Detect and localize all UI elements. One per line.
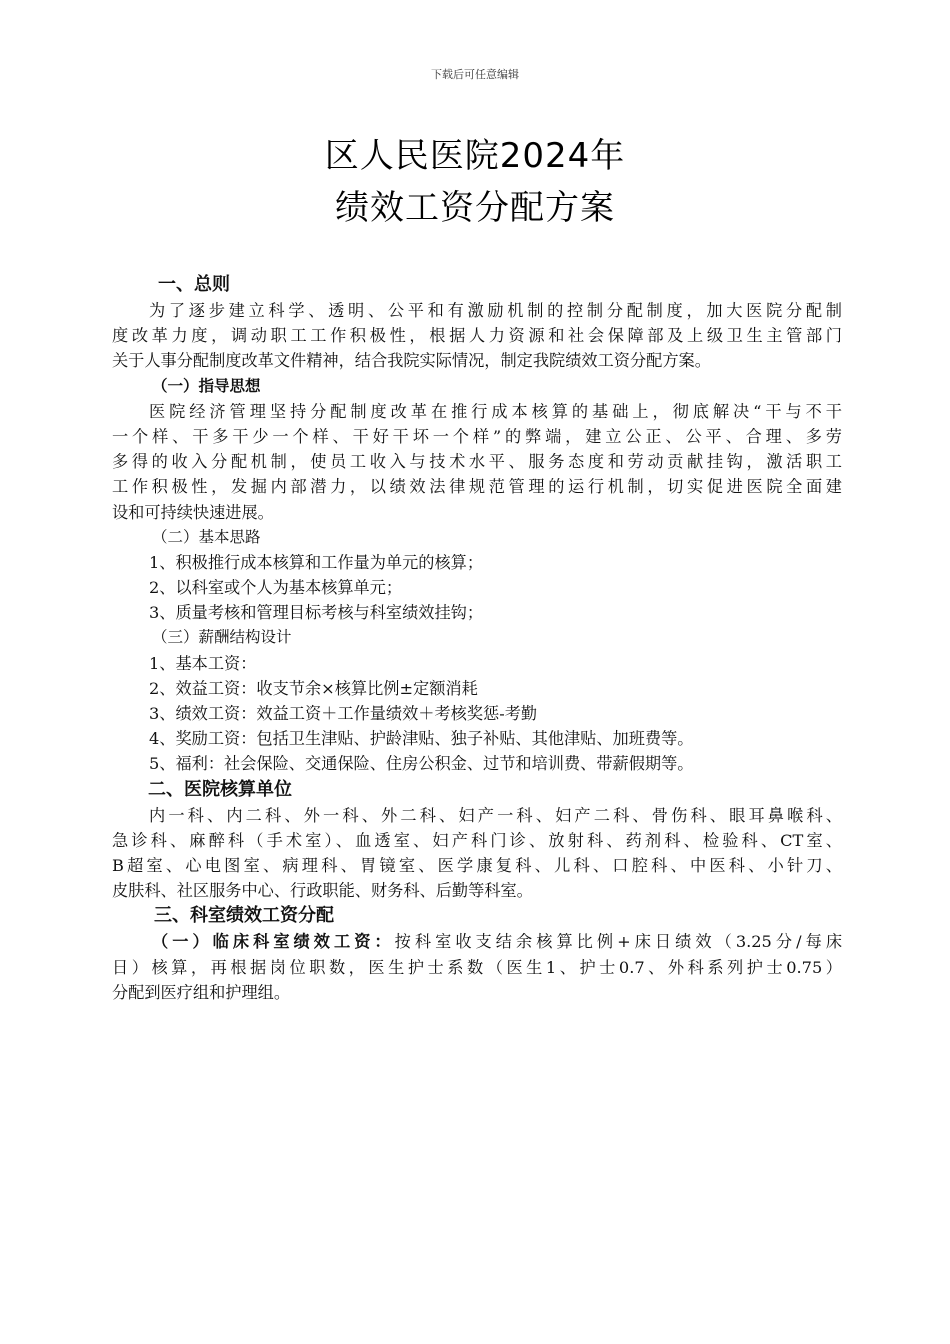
paragraph-line: 皮肤科、社区服务中心、行政职能、财务科、后勤等科室。 [112,881,533,901]
section-heading-general: 一、总则 [158,274,230,295]
paragraph-line: 度改革力度，调动职工工作积极性，根据人力资源和社会保障部及上级卫生主管部门 [112,326,842,346]
list-item: 3、绩效工资：效益工资＋工作量绩效＋考核奖惩-考勤 [149,704,538,723]
paragraph-line: 设和可持续快速进展。 [112,502,274,522]
list-item: 2、效益工资：收支节余×核算比例±定额消耗 [149,678,478,698]
list-item: 3、质量考核和管理目标考核与科室绩效挂钩； [149,603,484,623]
list-item: 5、福利：社会保险、交通保险、住房公积金、过节和培训费、带薪假期等。 [149,754,694,774]
guiding-ideology-paragraph [112,399,842,525]
subheading-salary-structure: （三）薪酬结构设计 [152,628,292,647]
paragraph-line: 工作积极性，发掘内部潜力，以绩效法律规范管理的运行机制，切实促进医院全面建 [112,477,842,497]
paragraph-line: 分配到医疗组和护理组。 [112,982,291,1002]
document-title-line-1: 区人民医院2024年 [324,136,626,176]
header-note: 下载后可任意编辑 [431,68,519,81]
section-heading-accounting-units: 二、医院核算单位 [148,778,292,800]
clinical-department-paragraph [112,929,842,1005]
paragraph-line: 关于人事分配制度改革文件精神，结合我院实际情况，制定我院绩效工资分配方案。 [112,351,711,371]
clinical-department-label: （一）临床科室绩效工资： [152,932,395,952]
section-heading-department-distribution: 三、科室绩效工资分配 [154,905,334,927]
document-title-line-2: 绩效工资分配方案 [335,188,615,228]
list-item: 1、积极推行成本核算和工作量为单元的核算； [149,552,484,572]
paragraph-line: B超室、心电图室、病理科、胃镜室、医学康复科、儿科、口腔科、中医科、小针刀、 [112,855,842,875]
paragraph-line: 为了逐步建立科学、透明、公平和有激励机制的控制分配制度，加大医院分配制 [149,301,842,320]
general-paragraph [112,298,842,374]
subheading-guiding-ideology: （一）指导思想 [152,376,261,395]
list-item: 2、以科室或个人为基本核算单元； [149,578,403,598]
paragraph-line: 多得的收入分配机制，使员工收入与技术水平、服务态度和劳动贡献挂钩，激活职工 [112,452,842,472]
list-item: 1、基本工资： [149,653,257,673]
accounting-units-paragraph [112,803,842,904]
paragraph-line: 急诊科、麻醉科（手术室）、血透室、妇产科门诊、放射科、药剂科、检验科、CT室、 [112,830,842,850]
paragraph-line: 内一科、内二科、外一科、外二科、妇产一科、妇产二科、骨伤科、眼耳鼻喉科、 [149,805,842,825]
subheading-basic-approach: （二）基本思路 [152,527,261,546]
paragraph-line: 医院经济管理坚持分配制度改革在推行成本核算的基础上，彻底解决“干与不干 [149,401,842,421]
paragraph-line [112,929,842,954]
clinical-department-text: 按科室收支结余核算比例+床日绩效（3.25分/每床 [394,932,842,952]
document-body [112,272,842,1005]
paragraph-line: 日）核算，再根据岗位职数，医生护士系数（医生1、护士0.7、外科系列护士0.75） [112,957,842,977]
paragraph-line: 一个样、干多干少一个样、干好干坏一个样”的弊端，建立公正、公平、合理、多劳 [112,426,842,446]
list-item: 4、奖励工资：包括卫生津贴、护龄津贴、独子补贴、其他津贴、加班费等。 [149,729,694,749]
